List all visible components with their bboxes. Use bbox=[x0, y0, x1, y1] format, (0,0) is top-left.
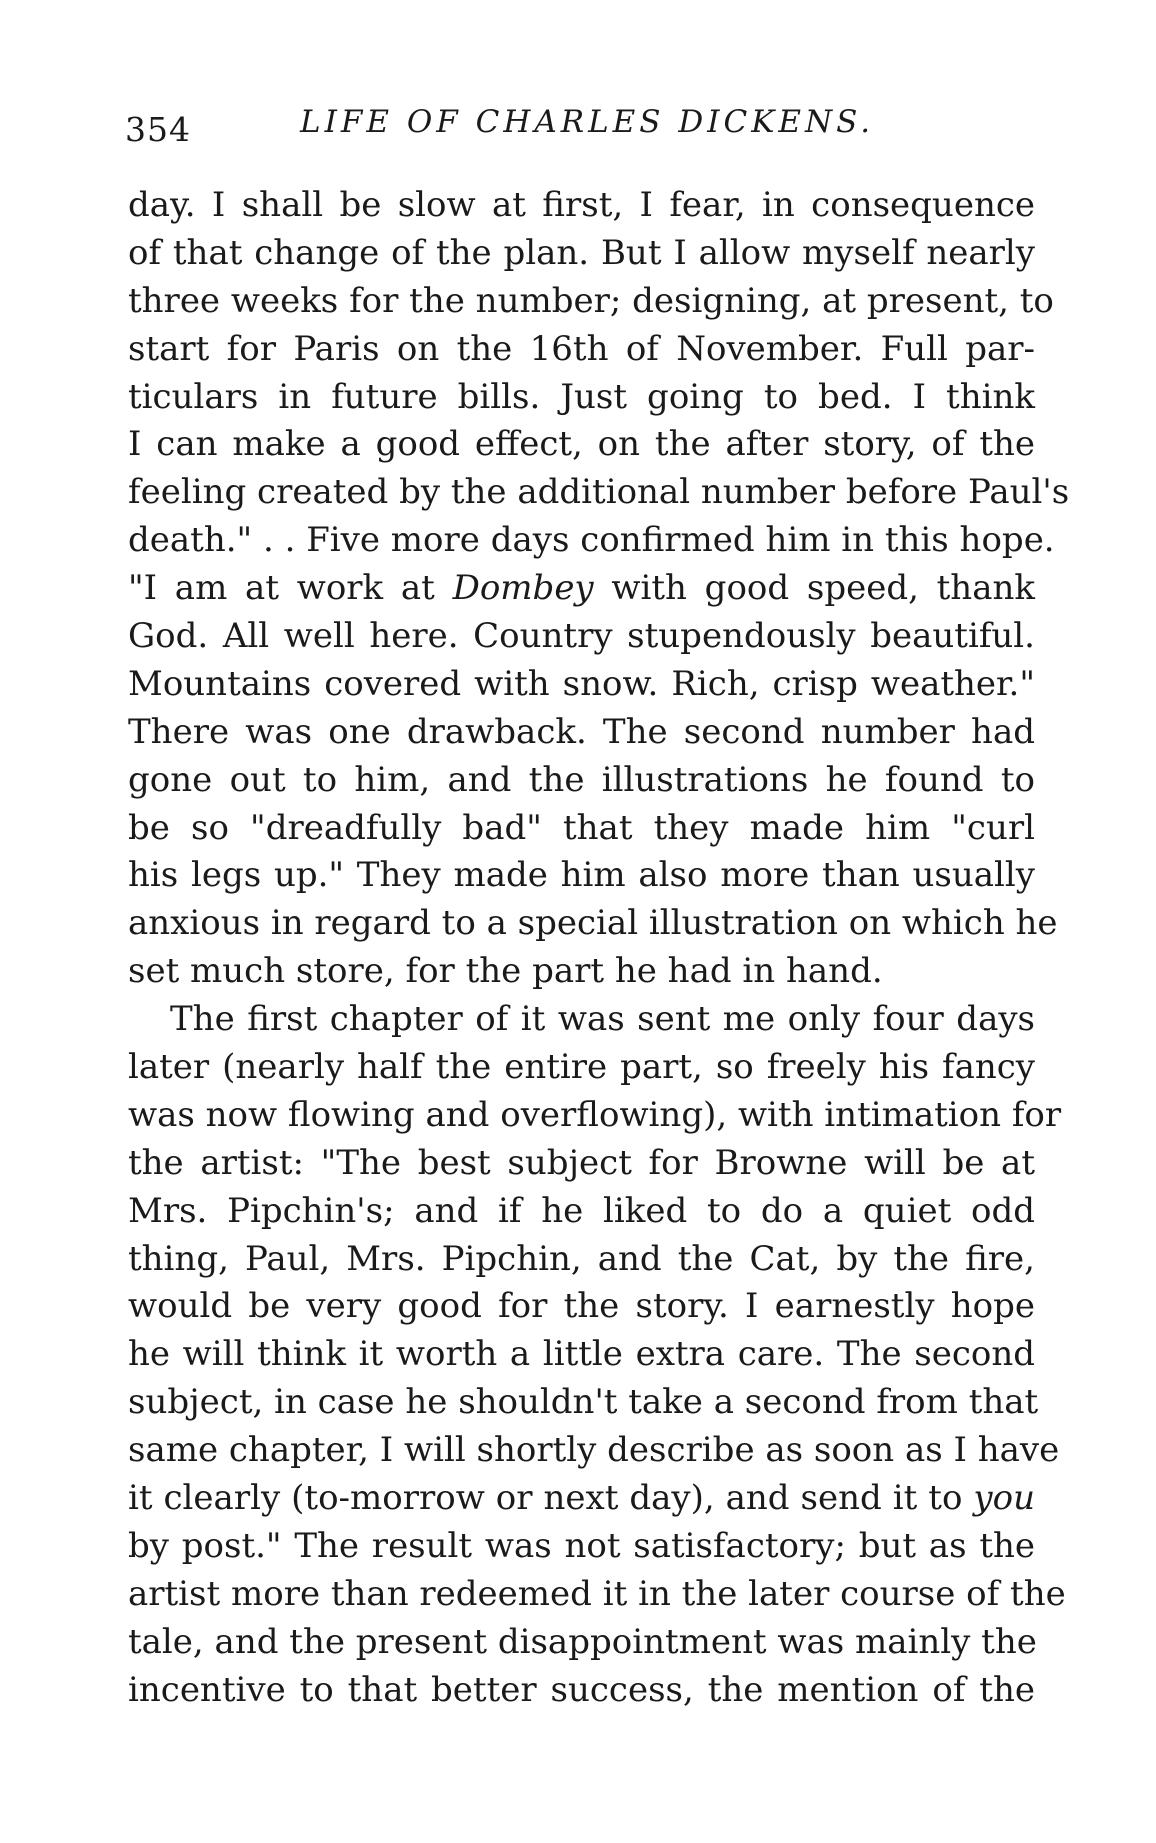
text-line: artist more than redeemed it in the later course of the bbox=[128, 1573, 1066, 1614]
text-line: be so "dreadfully bad" that they made him "curl bbox=[128, 807, 1035, 848]
text-line: incentive to that better success, the mention of the bbox=[128, 1669, 1035, 1710]
italic-word-you: you bbox=[973, 1478, 1035, 1519]
text-line: same chapter, I will shortly describe as soon as I have bbox=[128, 1430, 1060, 1471]
text-line: There was one drawback. The second number had bbox=[128, 711, 1035, 752]
text-line: I can make a good effect, on the after story, of the bbox=[128, 424, 1035, 465]
text-line: gone out to him, and the illustrations he found to bbox=[128, 759, 1035, 800]
running-title: LIFE OF CHARLES DICKENS. bbox=[300, 104, 875, 140]
text-line: by post." The result was not satisfactory; but as the bbox=[128, 1525, 1035, 1566]
text-line bbox=[128, 1475, 1035, 1523]
text-line: subject, in case he shouldn't take a second from that bbox=[128, 1382, 1039, 1423]
text-line: The first chapter of it was sent me only four days bbox=[170, 999, 1035, 1040]
text-line: thing, Paul, Mrs. Pipchin, and the Cat, by the fire, bbox=[128, 1238, 1035, 1279]
text-line: anxious in regard to a special illustration on which he bbox=[128, 903, 1058, 944]
text-line: set much store, for the part he had in hand. bbox=[128, 951, 883, 992]
paragraph-1 bbox=[128, 182, 1070, 996]
italic-title-dombey: Dombey bbox=[452, 568, 594, 609]
text-segment: "I am at work at bbox=[128, 568, 453, 609]
text-line: was now flowing and overflowing), with intimation for bbox=[128, 1094, 1062, 1135]
text-line: death." . . Five more days confirmed him in this hope. bbox=[128, 520, 1055, 561]
text-line: Mountains covered with snow. Rich, crisp weather." bbox=[128, 663, 1035, 704]
text-segment: it clearly (to-morrow or next day), and send it to bbox=[128, 1478, 974, 1519]
text-line: would be very good for the story. I earnestly hope bbox=[128, 1286, 1035, 1327]
page-header bbox=[125, 104, 1030, 154]
text-line: start for Paris on the 16th of November. Full par- bbox=[128, 328, 1035, 369]
text-line: tale, and the present disappointment was mainly the bbox=[128, 1621, 1037, 1662]
text-line: Mrs. Pipchin's; and if he liked to do a quiet odd bbox=[128, 1190, 1035, 1231]
text-segment: with good speed, thank bbox=[593, 568, 1035, 609]
text-line bbox=[128, 565, 1035, 613]
text-line: God. All well here. Country stupendously beautiful. bbox=[128, 616, 1035, 657]
text-line: of that change of the plan. But I allow myself nearly bbox=[128, 232, 1035, 273]
text-line: his legs up." They made him also more than usually bbox=[128, 855, 1035, 896]
text-line: feeling created by the additional number before Paul's bbox=[128, 472, 1070, 513]
text-line: he will think it worth a little extra care. The second bbox=[128, 1334, 1035, 1375]
body-text bbox=[128, 182, 1070, 1715]
text-line: day. I shall be slow at first, I fear, in consequence bbox=[128, 185, 1035, 225]
text-line: the artist: "The best subject for Browne will be at bbox=[128, 1142, 1035, 1183]
text-line: ticulars in future bills. Just going to bed. I think bbox=[128, 376, 1035, 417]
text-line: later (nearly half the entire part, so freely his fancy bbox=[128, 1047, 1035, 1088]
page-number: 354 bbox=[125, 110, 191, 149]
text-line: three weeks for the number; designing, at present, to bbox=[128, 280, 1054, 321]
paragraph-2 bbox=[128, 996, 1066, 1714]
